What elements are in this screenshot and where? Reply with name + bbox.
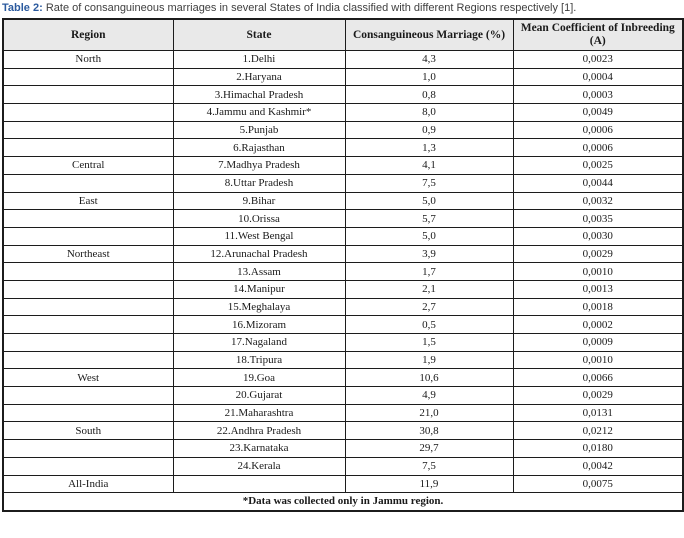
state-cell: 24.Kerala xyxy=(173,457,345,475)
table-row xyxy=(3,121,683,139)
table-row xyxy=(3,457,683,475)
marriage-cell: 0,8 xyxy=(345,86,513,104)
marriage-cell: 1,0 xyxy=(345,68,513,86)
marriage-cell: 4,1 xyxy=(345,157,513,175)
region-cell: Central xyxy=(3,157,173,175)
table-caption-text: Rate of consanguineous marriages in several States of India classified with different Regions respectively [1]. xyxy=(42,2,577,14)
state-cell: 6.Rajasthan xyxy=(173,139,345,157)
marriage-cell: 5,0 xyxy=(345,227,513,245)
marriage-cell: 0,5 xyxy=(345,316,513,334)
state-cell: 7.Madhya Pradesh xyxy=(173,157,345,175)
coefficient-cell: 0,0032 xyxy=(513,192,683,210)
state-cell: 8.Uttar Pradesh xyxy=(173,174,345,192)
coefficient-cell: 0,0131 xyxy=(513,404,683,422)
state-cell: 2.Haryana xyxy=(173,68,345,86)
table-row xyxy=(3,245,683,263)
state-cell: 12.Arunachal Pradesh xyxy=(173,245,345,263)
table-row xyxy=(3,440,683,458)
marriage-cell: 2,1 xyxy=(345,280,513,298)
table-row xyxy=(3,157,683,175)
marriage-cell: 29,7 xyxy=(345,440,513,458)
state-cell: 5.Punjab xyxy=(173,121,345,139)
state-cell: 19.Goa xyxy=(173,369,345,387)
state-cell: 11.West Bengal xyxy=(173,227,345,245)
header-row xyxy=(3,19,683,51)
region-cell: Northeast xyxy=(3,245,173,263)
table-row xyxy=(3,351,683,369)
table-row xyxy=(3,174,683,192)
marriage-cell: 5,0 xyxy=(345,192,513,210)
marriage-cell: 2,7 xyxy=(345,298,513,316)
table-caption xyxy=(0,0,684,18)
state-cell: 1.Delhi xyxy=(173,51,345,69)
table-row xyxy=(3,210,683,228)
marriage-cell: 30,8 xyxy=(345,422,513,440)
region-cell xyxy=(3,457,173,475)
table-footer xyxy=(3,493,683,511)
coefficient-cell: 0,0003 xyxy=(513,86,683,104)
column-header-region: Region xyxy=(3,19,173,51)
marriage-cell: 10,6 xyxy=(345,369,513,387)
state-cell: 15.Meghalaya xyxy=(173,298,345,316)
coefficient-cell: 0,0042 xyxy=(513,457,683,475)
coefficient-cell: 0,0044 xyxy=(513,174,683,192)
table-row xyxy=(3,263,683,281)
table-row xyxy=(3,369,683,387)
marriage-cell: 11,9 xyxy=(345,475,513,493)
region-cell xyxy=(3,387,173,405)
region-cell xyxy=(3,121,173,139)
coefficient-cell: 0,0006 xyxy=(513,121,683,139)
coefficient-cell: 0,0049 xyxy=(513,104,683,122)
table-header xyxy=(3,19,683,51)
state-cell: 22.Andhra Pradesh xyxy=(173,422,345,440)
data-table xyxy=(2,18,684,512)
marriage-cell: 4,3 xyxy=(345,51,513,69)
marriage-cell: 1,9 xyxy=(345,351,513,369)
table-row xyxy=(3,475,683,493)
coefficient-cell: 0,0002 xyxy=(513,316,683,334)
region-cell xyxy=(3,404,173,422)
table-row xyxy=(3,334,683,352)
region-cell xyxy=(3,298,173,316)
marriage-cell: 0,9 xyxy=(345,121,513,139)
state-cell: 13.Assam xyxy=(173,263,345,281)
state-cell: 3.Himachal Pradesh xyxy=(173,86,345,104)
coefficient-cell: 0,0029 xyxy=(513,245,683,263)
region-cell xyxy=(3,104,173,122)
state-cell xyxy=(173,475,345,493)
table-row xyxy=(3,298,683,316)
coefficient-cell: 0,0013 xyxy=(513,280,683,298)
region-cell: All-India xyxy=(3,475,173,493)
table-row xyxy=(3,280,683,298)
marriage-cell: 1,7 xyxy=(345,263,513,281)
table-row xyxy=(3,387,683,405)
table-row xyxy=(3,227,683,245)
coefficient-cell: 0,0009 xyxy=(513,334,683,352)
coefficient-cell: 0,0025 xyxy=(513,157,683,175)
marriage-cell: 7,5 xyxy=(345,174,513,192)
region-cell xyxy=(3,316,173,334)
region-cell xyxy=(3,174,173,192)
marriage-cell: 1,5 xyxy=(345,334,513,352)
marriage-cell: 1,3 xyxy=(345,139,513,157)
state-cell: 18.Tripura xyxy=(173,351,345,369)
region-cell xyxy=(3,68,173,86)
coefficient-cell: 0,0018 xyxy=(513,298,683,316)
table-row xyxy=(3,404,683,422)
state-cell: 21.Maharashtra xyxy=(173,404,345,422)
table-caption-label: Table 2: xyxy=(2,2,43,14)
marriage-cell: 5,7 xyxy=(345,210,513,228)
state-cell: 10.Orissa xyxy=(173,210,345,228)
coefficient-cell: 0,0010 xyxy=(513,351,683,369)
table-row xyxy=(3,51,683,69)
coefficient-cell: 0,0029 xyxy=(513,387,683,405)
coefficient-cell: 0,0006 xyxy=(513,139,683,157)
region-cell: North xyxy=(3,51,173,69)
state-cell: 20.Gujarat xyxy=(173,387,345,405)
state-cell: 14.Manipur xyxy=(173,280,345,298)
region-cell: West xyxy=(3,369,173,387)
footnote-row xyxy=(3,493,683,511)
state-cell: 4.Jammu and Kashmir* xyxy=(173,104,345,122)
marriage-cell: 21,0 xyxy=(345,404,513,422)
marriage-cell: 3,9 xyxy=(345,245,513,263)
coefficient-cell: 0,0035 xyxy=(513,210,683,228)
table-row xyxy=(3,68,683,86)
coefficient-cell: 0,0066 xyxy=(513,369,683,387)
region-cell xyxy=(3,227,173,245)
state-cell: 9.Bihar xyxy=(173,192,345,210)
coefficient-cell: 0,0030 xyxy=(513,227,683,245)
coefficient-cell: 0,0023 xyxy=(513,51,683,69)
coefficient-cell: 0,0004 xyxy=(513,68,683,86)
marriage-cell: 4,9 xyxy=(345,387,513,405)
footnote-text: *Data was collected only in Jammu region. xyxy=(3,493,683,511)
region-cell: South xyxy=(3,422,173,440)
table-row xyxy=(3,104,683,122)
region-cell xyxy=(3,440,173,458)
marriage-cell: 8,0 xyxy=(345,104,513,122)
region-cell xyxy=(3,280,173,298)
coefficient-cell: 0,0212 xyxy=(513,422,683,440)
region-cell xyxy=(3,139,173,157)
region-cell: East xyxy=(3,192,173,210)
state-cell: 17.Nagaland xyxy=(173,334,345,352)
table-row xyxy=(3,422,683,440)
column-header-consanguineous-marriage: Consanguineous Marriage (%) xyxy=(345,19,513,51)
region-cell xyxy=(3,351,173,369)
state-cell: 16.Mizoram xyxy=(173,316,345,334)
column-header-mean-coefficient: Mean Coefficient of Inbreeding (A) xyxy=(513,19,683,51)
table-body xyxy=(3,51,683,493)
table-row xyxy=(3,86,683,104)
region-cell xyxy=(3,210,173,228)
region-cell xyxy=(3,263,173,281)
coefficient-cell: 0,0010 xyxy=(513,263,683,281)
region-cell xyxy=(3,86,173,104)
marriage-cell: 7,5 xyxy=(345,457,513,475)
coefficient-cell: 0,0075 xyxy=(513,475,683,493)
region-cell xyxy=(3,334,173,352)
table-row xyxy=(3,192,683,210)
column-header-state: State xyxy=(173,19,345,51)
coefficient-cell: 0,0180 xyxy=(513,440,683,458)
state-cell: 23.Karnataka xyxy=(173,440,345,458)
table-row xyxy=(3,316,683,334)
table-row xyxy=(3,139,683,157)
